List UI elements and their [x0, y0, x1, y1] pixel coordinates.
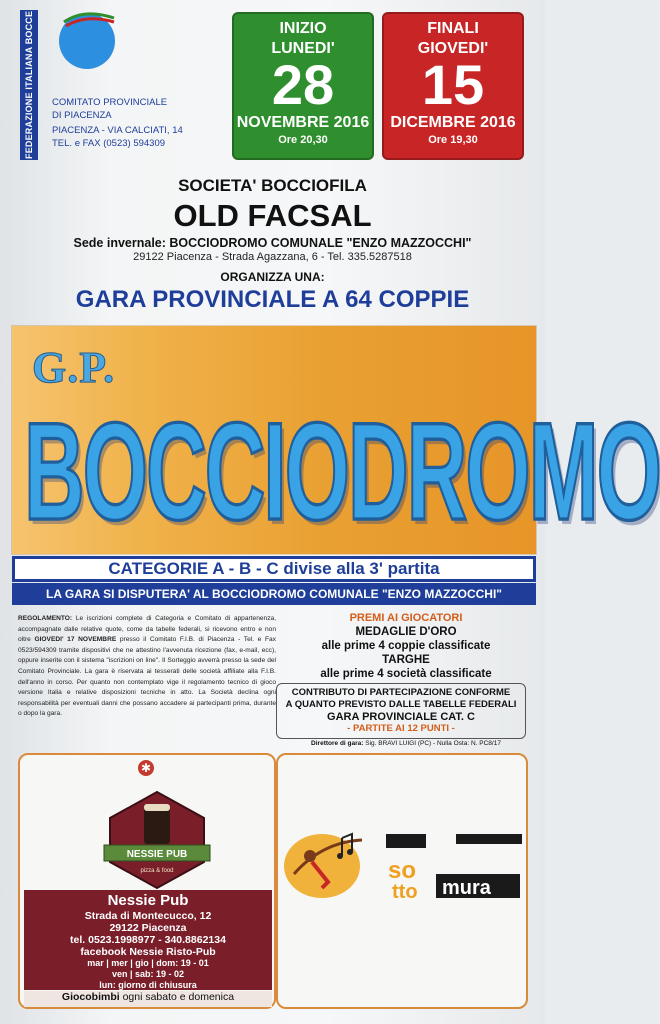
contribution-line: CONTRIBUTO DI PARTECIPAZIONE CONFORME	[291, 687, 511, 698]
regulation-deadline: GIOVEDI' 17 NOVEMBRE	[34, 636, 117, 644]
prize-line: TARGHE	[382, 654, 430, 666]
contribution-box	[276, 683, 526, 739]
nessie-logo-sub: pizza & food	[140, 868, 174, 874]
director-name: Sig. BRAVI LUIGI (PC) - Nulla Osta: N. PC8/17	[365, 740, 501, 747]
nessie-pub-info	[24, 890, 272, 990]
final-day: 15	[421, 53, 485, 116]
prize-line: MEDAGLIE D'ORO	[355, 626, 457, 638]
banner-gp: G.P.	[32, 343, 116, 392]
fib-logo-icon	[56, 8, 118, 70]
points-line: - PARTITE AI 12 PUNTI -	[347, 723, 455, 734]
contribution-line: A QUANTO PREVISTO DALLE TABELLE FEDERALI	[285, 699, 517, 710]
final-month: DICEMBRE 2016	[390, 114, 516, 131]
director-line	[282, 740, 530, 747]
nessie-address-line: 29122 Piacenza	[109, 922, 187, 934]
address: 29122 Piacenza - Strada Agazzana, 6 - Tel. 335.5287518	[133, 251, 412, 263]
nessie-name: Nessie Pub	[107, 892, 189, 909]
category-line: GARA PROVINCIALE CAT. C	[327, 711, 475, 723]
start-month: NOVEMBRE 2016	[236, 114, 370, 131]
music-sponsor-logo-icon	[282, 822, 370, 902]
asterisk-icon: ✱	[138, 760, 154, 776]
nessie-facebook: facebook Nessie Risto-Pub	[80, 946, 216, 958]
committee-info	[52, 96, 183, 150]
venue: Sede invernale: BOCCIODROMO COMUNALE "ENZO MAZZOCCHI"	[73, 236, 472, 250]
committee-line: PIACENZA - VIA CALCIATI, 14	[52, 125, 183, 136]
sotto-mura-logo-icon	[386, 834, 522, 904]
giocobimbi-text: ogni sabato e domenica	[122, 991, 235, 1003]
start-time: Ore 20,30	[278, 134, 328, 146]
giocobimbi-label: Giocobimbi	[61, 991, 120, 1003]
final-label: FINALI	[427, 20, 479, 37]
committee-line: COMITATO PROVINCIALE	[52, 97, 168, 108]
sotto-logo-top: so	[388, 857, 417, 884]
prizes-title: PREMI AI GIOCATORI	[349, 612, 463, 624]
regulation-text-2: presso il Comitato F.I.B. di Piacenza - Tel. e Fax 0523/594309 tramite dispositivi che ne attestino l'avvenuta ricezione (fax, e-mail, ecc), oppure inserite con il sistema "iscrizioni on line". Il Sorteggio avverrà presso la sede del Comitato Provinciale. La gara è riservata ai tesserati delle società affiliate alla F.I.B. dell'anno in corso. Per quanto non contemplato vige il regolamento tecnico di gioco versione Italia e relative disposizioni tecniche in atto. La Società declina ogni responsabilità per eventuali danni che possano accadere ai partecipanti prima, durante o dopo la gara.	[18, 636, 276, 718]
banner-name: BOCCIODROMO	[24, 393, 660, 549]
regulation-label: REGOLAMENTO:	[18, 615, 73, 622]
nessie-hours-line: ven | sab: 19 - 02	[111, 969, 185, 979]
organizes-label: ORGANIZZA UNA:	[220, 270, 325, 284]
start-date-box	[232, 12, 374, 160]
start-label: INIZIO	[279, 20, 327, 37]
nessie-address-line: Strada di Montecucco, 12	[84, 910, 212, 922]
club-name: OLD FACSAL	[173, 198, 372, 233]
prize-line: alle prime 4 coppie classificate	[321, 640, 491, 652]
director-label: Direttore di gara:	[311, 740, 364, 747]
regulation-text	[18, 614, 276, 720]
nessie-hours-line: lun: giorno di chiusura	[99, 980, 197, 990]
committee-line: DI PIACENZA	[52, 110, 112, 121]
nessie-hours-line: mar | mer | gio | dom: 19 - 01	[87, 958, 209, 968]
sotto-logo-mura: mura	[442, 877, 491, 899]
start-day: 28	[271, 53, 335, 116]
sotto-logo-bottom: tto	[392, 881, 418, 903]
event-title: GARA PROVINCIALE A 64 COPPIE	[75, 286, 470, 313]
final-weekday: GIOVEDI'	[417, 40, 489, 57]
prize-line: alle prime 4 società classificate	[320, 668, 492, 680]
location-note-bar: LA GARA SI DISPUTERA' AL BOCCIODROMO COMUNALE "ENZO MAZZOCCHI"	[12, 583, 536, 605]
final-time: Ore 19,30	[428, 134, 478, 146]
giocobimbi-line	[24, 991, 272, 1007]
federation-side-label: FEDERAZIONE ITALIANA BOCCE	[20, 10, 38, 160]
nessie-pub-logo-icon	[102, 790, 212, 890]
society-label: SOCIETA' BOCCIOFILA	[178, 176, 367, 195]
categories-bar: CATEGORIE A - B - C divise alla 3' partita	[12, 556, 536, 582]
committee-line: TEL. e FAX (0523) 594309	[52, 138, 166, 149]
start-weekday: LUNEDI'	[271, 40, 335, 57]
regulation-text-1: Le iscrizioni complete di Categoria e Comitato di appartenenza, accompagnate dalle relative quote, come da tabelle federali, si ricevono entro e non oltre	[18, 615, 276, 644]
nessie-phone: tel. 0523.1998977 - 340.8862134	[70, 934, 226, 946]
nessie-logo-text: NESSIE PUB	[126, 849, 188, 860]
final-date-box	[382, 12, 524, 160]
